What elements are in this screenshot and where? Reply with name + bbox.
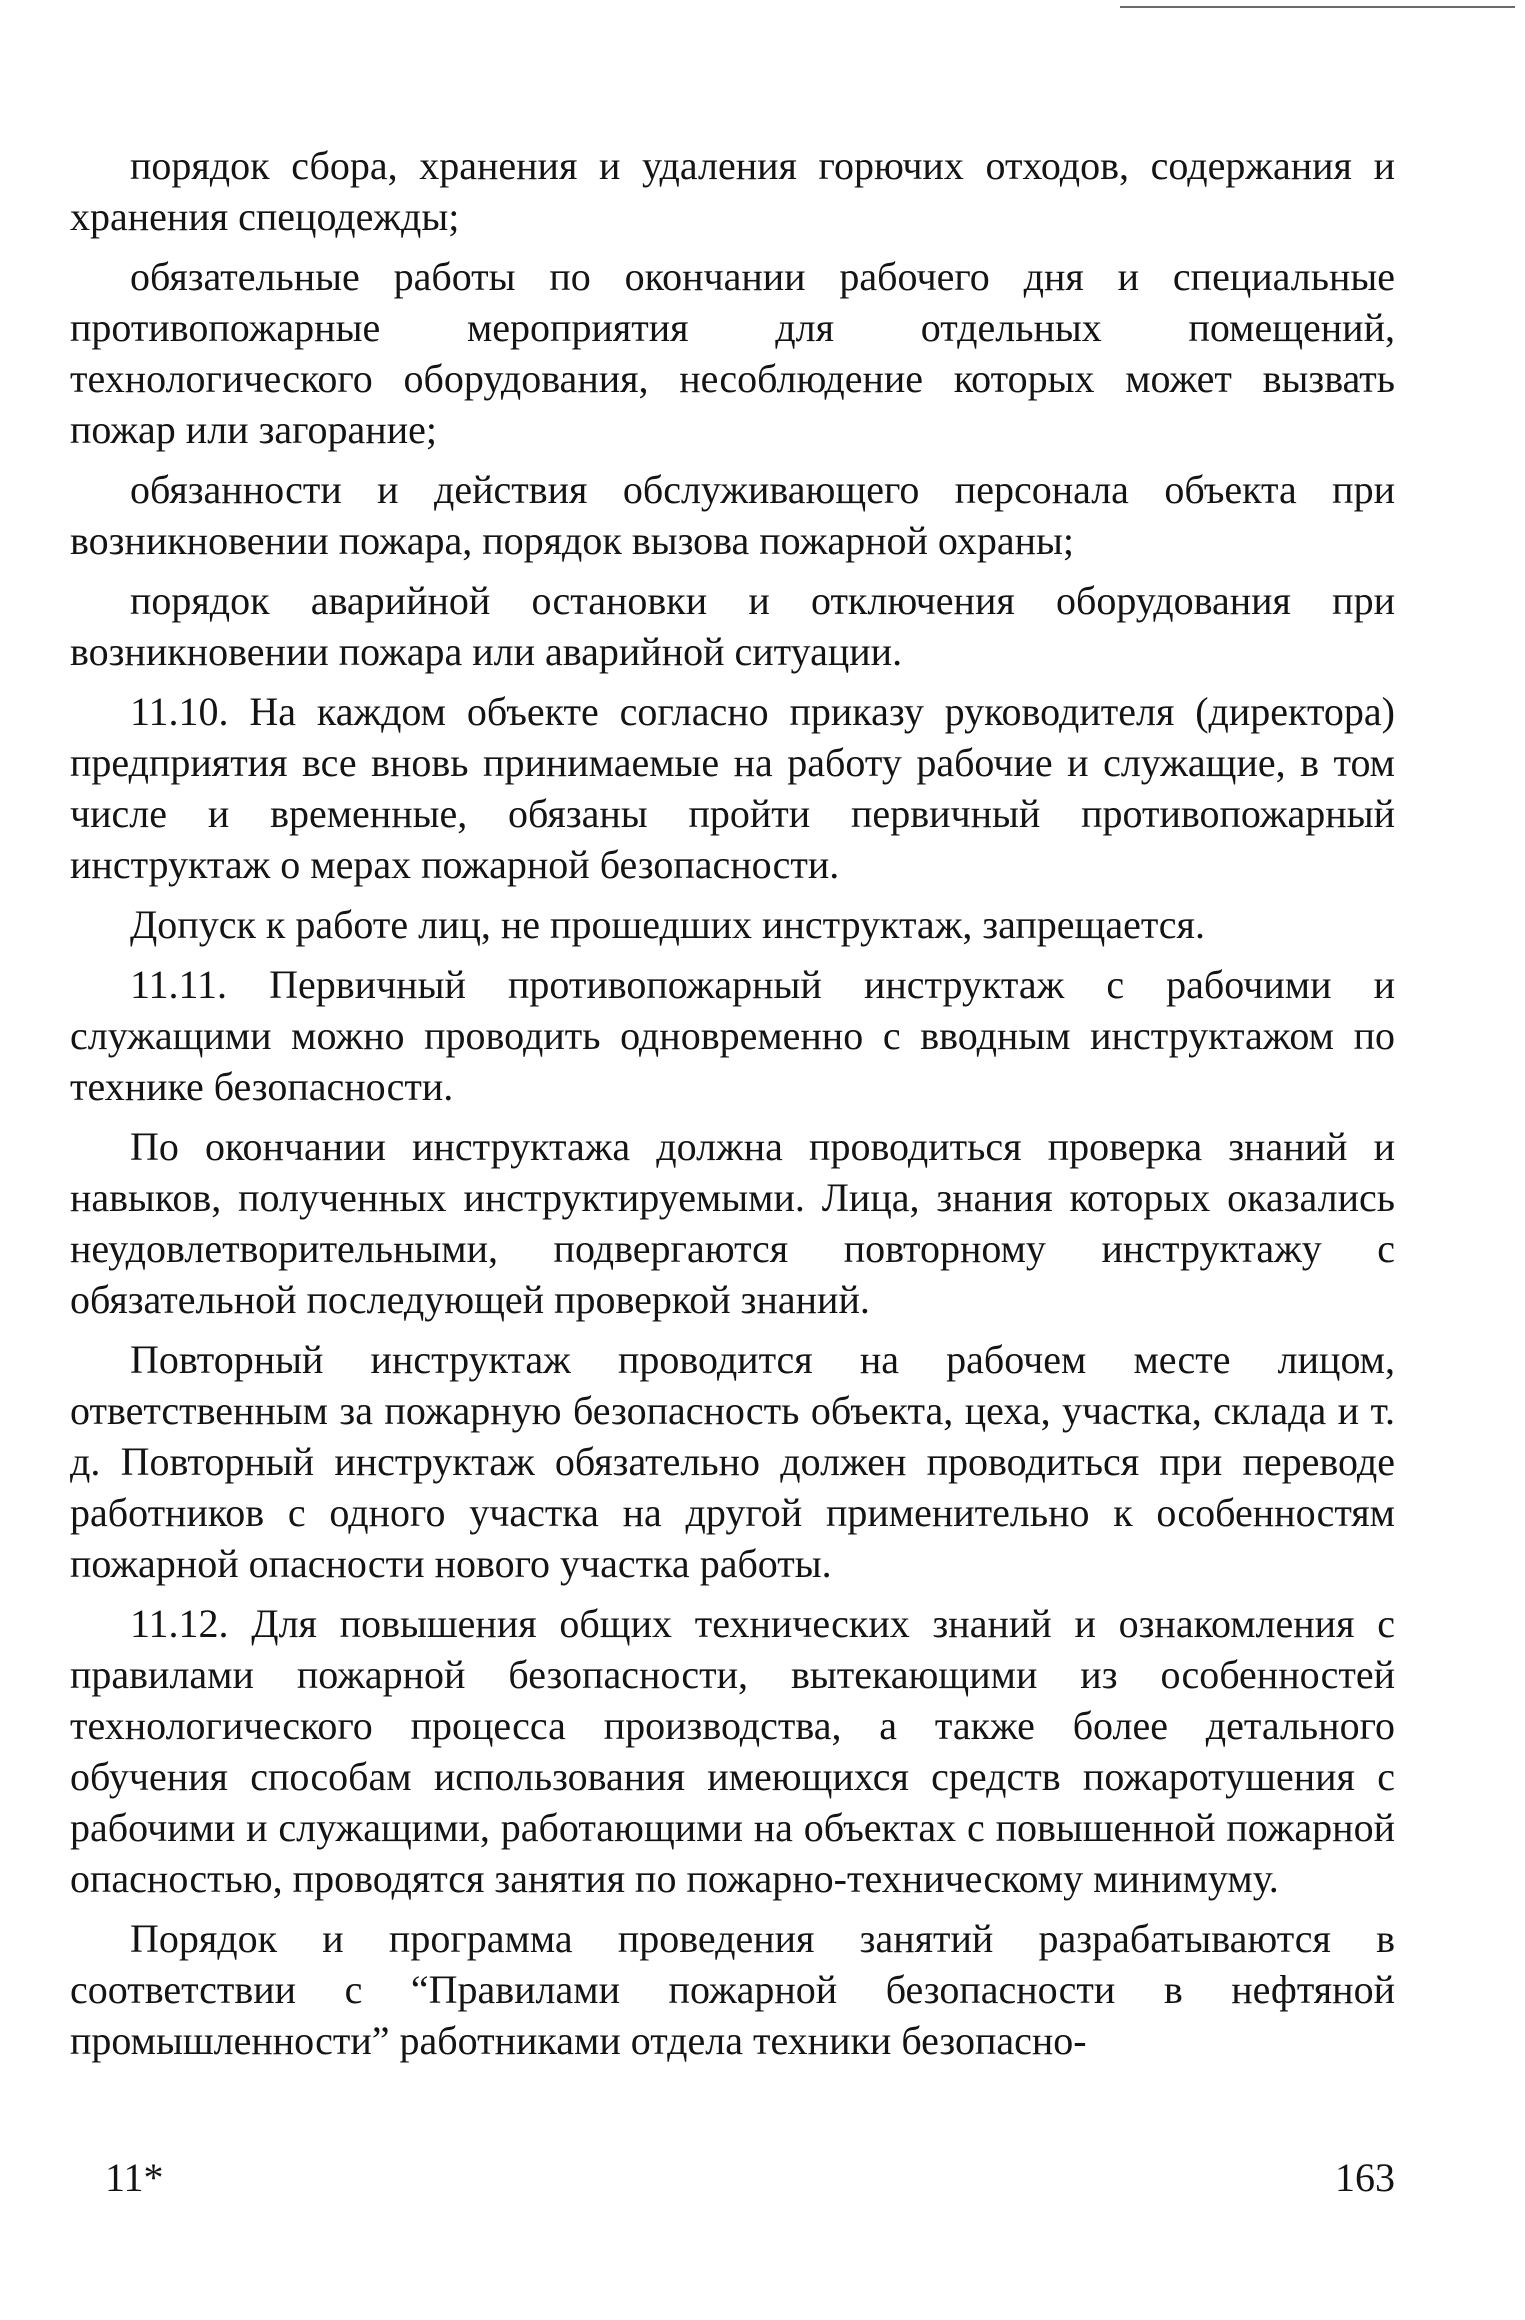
paragraph-program: Порядок и программа проведения занятий разрабатываются в соответствии с “Правилами пожарной безопасности в нефтяной промышленности” работниками отдела техники безопасно- <box>70 1916 1395 2063</box>
paragraph-repeat-briefing: Повторный инструктаж проводится на рабочем месте лицом, ответственным за пожарную безопасность объекта, цеха, участка, склада и т. д. Повторный инструктаж обязательно должен проводиться при переводе работников с одного участка на другой применительно к особенностям пожарной опасности нового участка работы. <box>70 1337 1395 1586</box>
page-number: 163 <box>1335 2155 1395 2200</box>
paragraph-knowledge-check: По окончании инструктажа должна проводиться проверка знаний и навыков, полученных инструктируемыми. Лица, знания которых оказались неудовлетворительными, подвергаются повторному инструктажу с обязательной последующей проверкой знаний. <box>70 1124 1395 1322</box>
paragraph-section-11-10: 11.10. На каждом объекте согласно приказу руководителя (директора) предприятия все вновь принимаемые на работу рабочие и служащие, в том числе и временные, обязаны пройти первичный противопожарный инструктаж о мерах пожарной безопасности. <box>70 689 1395 887</box>
signature-mark: 11* <box>105 2155 164 2200</box>
paragraph-waste-storage: порядок сбора, хранения и удаления горючих отходов, содержания и хранения спецодежды; <box>70 143 1395 239</box>
paragraph-section-11-11: 11.11. Первичный противопожарный инструктаж с рабочими и служащими можно проводить одновременно с вводным инструктажом по технике безопасности. <box>70 962 1395 1109</box>
paragraph-emergency-shutdown: порядок аварийной остановки и отключения оборудования при возникновении пожара или аварийной ситуации. <box>70 578 1395 674</box>
paragraph-staff-duties: обязанности и действия обслуживающего персонала объекта при возникновении пожара, порядок вызова пожарной охраны; <box>70 467 1395 563</box>
paragraph-admission: Допуск к работе лиц, не прошедших инструктаж, запрещается. <box>130 902 1205 947</box>
top-rule <box>1120 6 1515 8</box>
paragraph-end-of-day-works: обязательные работы по окончании рабочего дня и специальные противопожарные мероприятия для отдельных помещений, технологического оборудования, несоблюдение которых может вызвать пожар или загорание; <box>70 254 1395 452</box>
paragraph-section-11-12: 11.12. Для повышения общих технических знаний и ознакомления с правилами пожарной безопасности, вытекающими из особенностей технологического процесса производства, а также более детального обучения способам использования имеющихся средств пожаротушения с рабочими и служащими, работающими на объектах с повышенной пожарной опасностью, проводятся занятия по пожарно-техническому минимуму. <box>70 1601 1395 1901</box>
page-body <box>70 140 1395 2075</box>
